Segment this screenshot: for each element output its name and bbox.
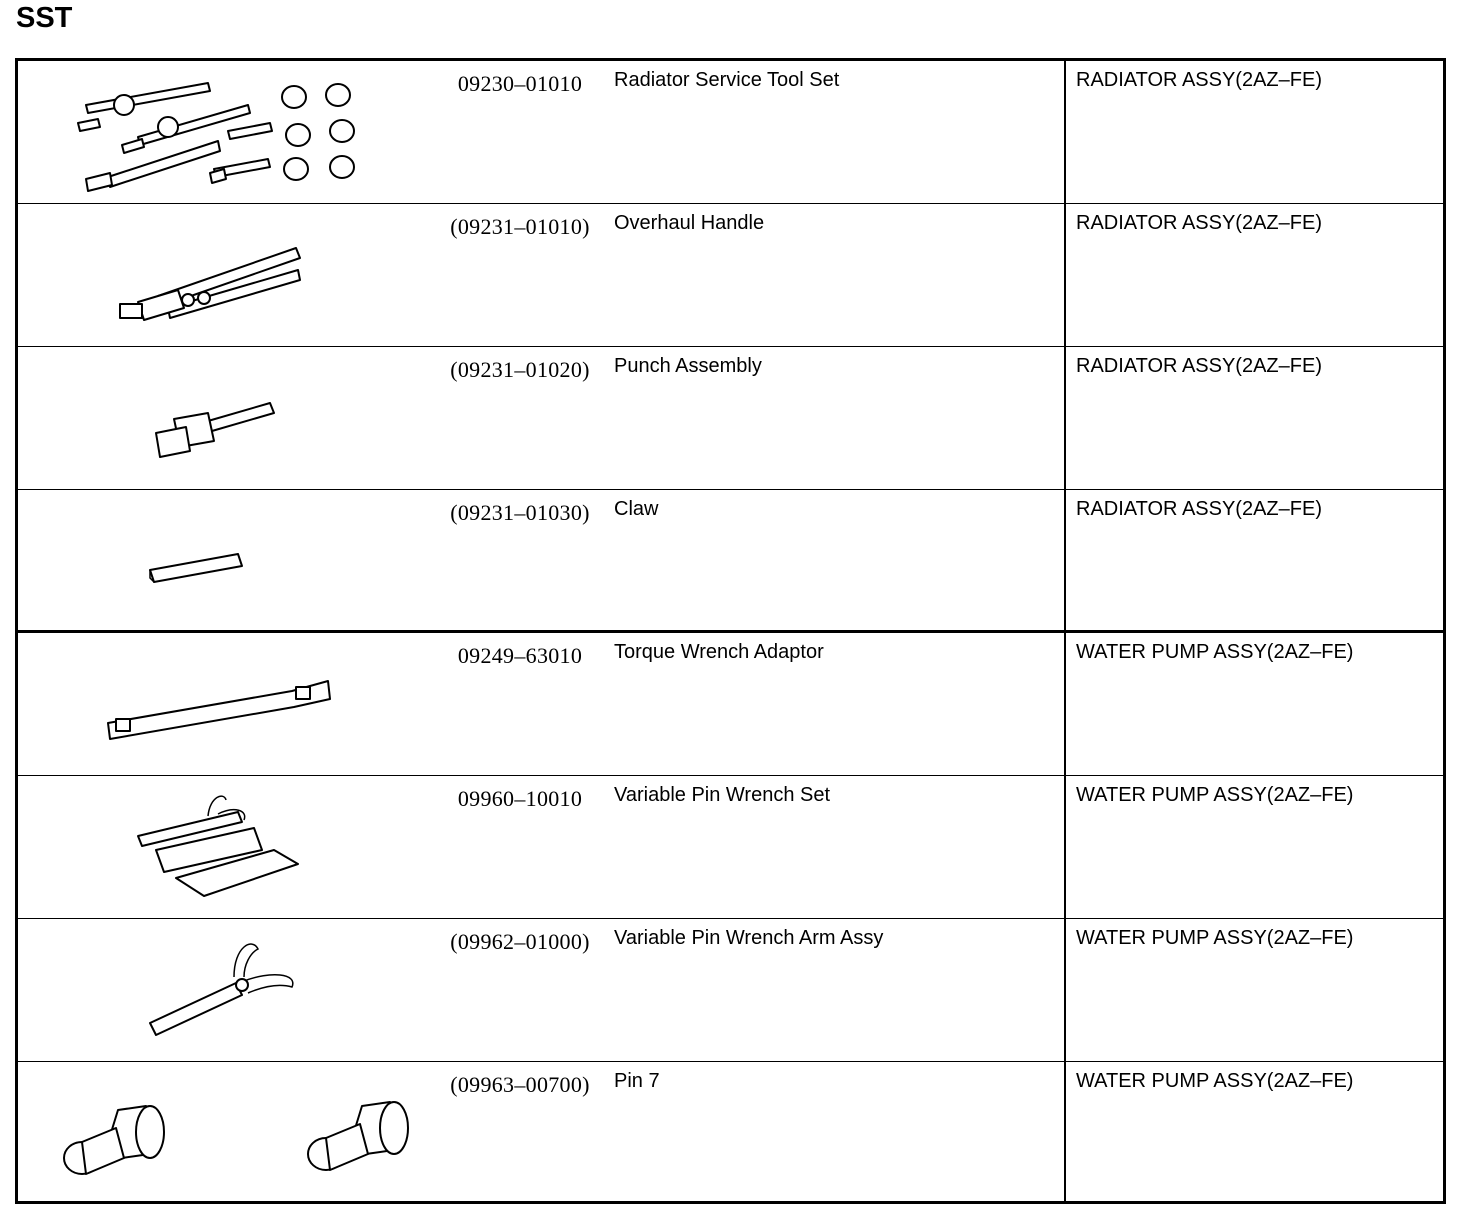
overhaul-handle-illustration <box>38 208 428 342</box>
torque-wrench-adaptor-illustration <box>38 637 428 771</box>
application: RADIATOR ASSY(2AZ–FE) <box>1076 355 1322 377</box>
tool-name: Torque Wrench Adaptor <box>614 641 824 663</box>
part-number: (09231–01010) <box>450 214 590 239</box>
application: RADIATOR ASSY(2AZ–FE) <box>1076 69 1322 91</box>
variable-pin-wrench-arm-illustration <box>38 923 428 1057</box>
tool-name: Variable Pin Wrench Set <box>614 784 831 806</box>
part-number: (09231–01020) <box>450 357 590 382</box>
part-number: 09960–10010 <box>457 786 583 811</box>
tool-name: Variable Pin Wrench Arm Assy <box>614 927 884 949</box>
tool-name: Claw <box>614 498 659 520</box>
table-row <box>18 204 1443 347</box>
table-row <box>18 61 1443 204</box>
page-title: SST <box>16 2 73 34</box>
tool-name: Radiator Service Tool Set <box>614 69 840 91</box>
table-row <box>18 347 1443 490</box>
table-row <box>18 633 1443 776</box>
punch-assembly-illustration <box>38 351 428 485</box>
part-number: 09249–63010 <box>457 643 583 668</box>
application: WATER PUMP ASSY(2AZ–FE) <box>1076 784 1354 806</box>
sst-table <box>15 58 1446 1204</box>
part-number: 09230–01010 <box>457 71 583 96</box>
table-row <box>18 1062 1443 1205</box>
radiator-service-tool-set-illustration <box>38 65 428 199</box>
table-row <box>18 919 1443 1062</box>
tool-name: Overhaul Handle <box>614 212 765 234</box>
table-row <box>18 776 1443 919</box>
application: RADIATOR ASSY(2AZ–FE) <box>1076 498 1322 520</box>
claw-illustration <box>38 494 428 628</box>
part-number: (09962–01000) <box>450 929 590 954</box>
table-row <box>18 490 1443 633</box>
application: RADIATOR ASSY(2AZ–FE) <box>1076 212 1322 234</box>
tool-name: Pin 7 <box>614 1070 660 1092</box>
variable-pin-wrench-set-illustration <box>38 780 428 914</box>
tool-name: Punch Assembly <box>614 355 762 377</box>
application: WATER PUMP ASSY(2AZ–FE) <box>1076 1070 1354 1092</box>
application: WATER PUMP ASSY(2AZ–FE) <box>1076 927 1354 949</box>
pin-7-illustration <box>38 1066 428 1200</box>
application: WATER PUMP ASSY(2AZ–FE) <box>1076 641 1354 663</box>
part-number: (09231–01030) <box>450 500 590 525</box>
part-number: (09963–00700) <box>450 1072 590 1097</box>
